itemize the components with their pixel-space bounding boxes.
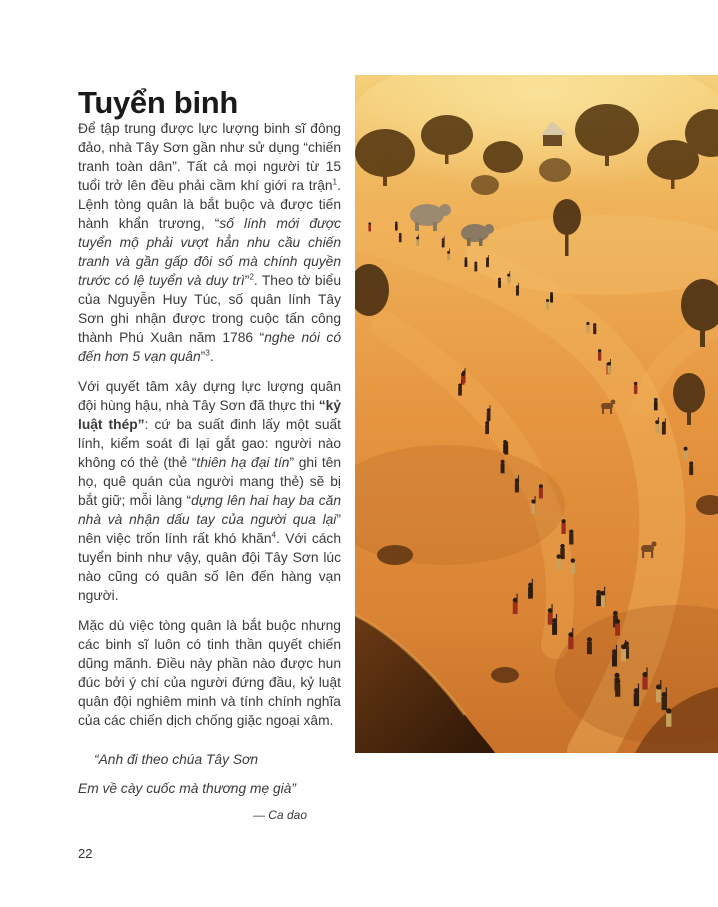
folk-verse-quote (78, 750, 341, 825)
quote-line: “Anh đi theo chúa Tây Sơn (94, 752, 259, 767)
quote-line: Em về cày cuốc mà thương mẹ già” (78, 781, 296, 796)
page-title: Tuyển binh (78, 84, 239, 120)
paragraph-2: Với quyết tâm xây dựng lực lượng quân đội hùng hậu, nhà Tây Sơn đã thực thi “kỷ luật thép”: cứ ba suất đinh lấy một suất lính, kiểm soát đi lại gắt gao: người nào không có thẻ (thẻ “thiên hạ đại tín” ghi tên họ, quê quán của người mang thẻ) sẽ bị bắt giữ; mỗi làng “dựng lên hai hay ba căn nhà và nhận dấu tay của người qua lại” nên việc trốn lính rất khó khăn$^4$. Với cách tuyển binh như vậy, quân đội Tây Sơn lúc nào cũng có quân số lên đến hàng vạn người. (78, 379, 342, 603)
painting-canvas (355, 75, 718, 753)
text-column (78, 119, 341, 825)
tay-son-army-painting (355, 75, 718, 753)
quote-attribution: — Ca dao (252, 808, 307, 822)
paragraph-3: Mặc dù việc tòng quân là bắt buộc nhưng các binh sĩ luôn có tinh thần quyết chiến dũng mãnh. Điều này phần nào được hun đúc bởi ý chí của người đứng đầu, kỷ luật quân đội nghiêm minh và tính chính nghĩa của các chiến dịch chống giặc ngoại xâm. (78, 618, 341, 728)
page-number: 22 (78, 846, 93, 861)
paragraph-1: Để tập trung được lực lượng binh sĩ đông đảo, nhà Tây Sơn gần như sử dụng “chiến tranh toàn dân”. Tất cả mọi người từ 15 tuổi trở lên đều phải cầm khí giới ra trận$^1$. Lệnh tòng quân là bắt buộc và được tiến hành khẩn trương, “số lính mới được tuyển mộ phải vượt hẳn nhu cầu chiến tranh và gần gấp đôi số mà chính quyền trước có lệ tuyển và duy trì”$^2$. Theo tờ biểu của Nguyễn Huy Túc, số quân lính Tây Sơn ghi nhận được trong cuộc tấn công thành Phú Xuân năm 1786 “nghe nói có đến hơn 5 vạn quân”$^3$. (78, 121, 342, 364)
